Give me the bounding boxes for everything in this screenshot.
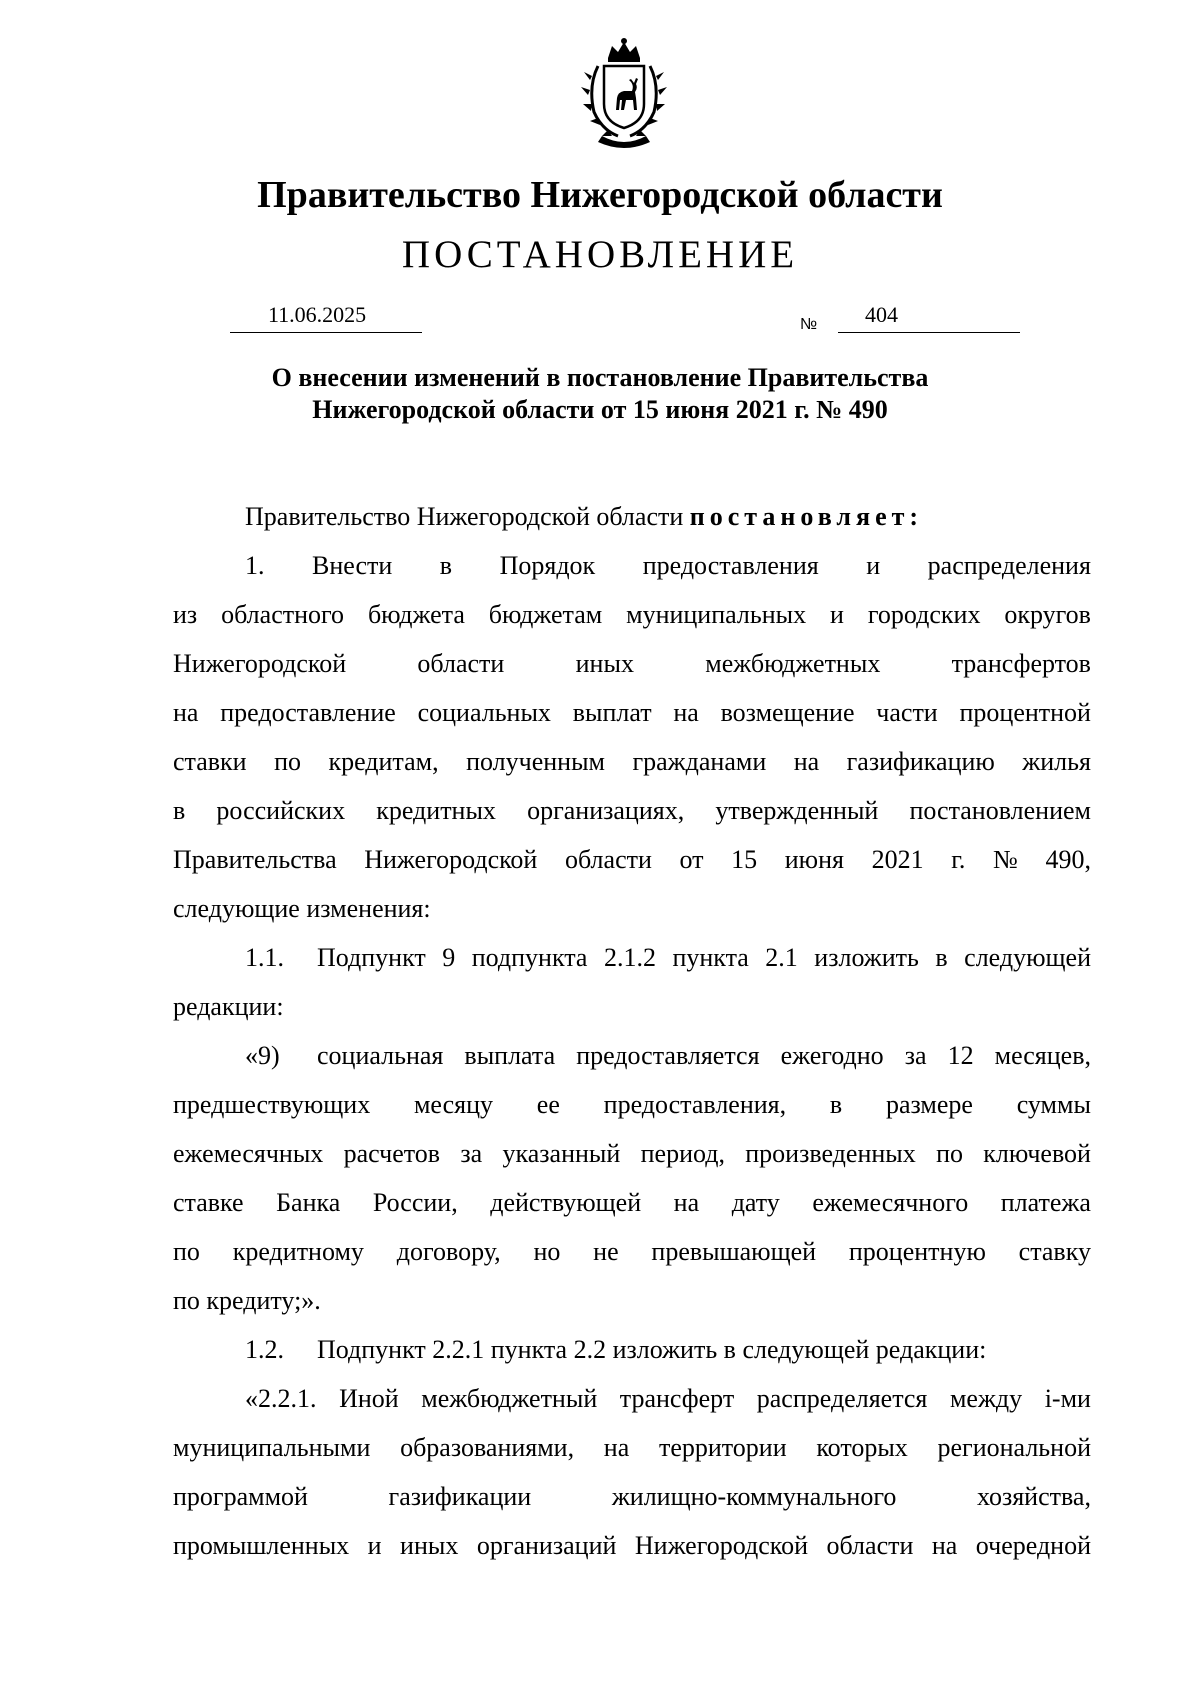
word: межбюджетных — [705, 649, 881, 678]
word: из — [173, 600, 198, 629]
word: размере — [885, 1090, 973, 1119]
word: на — [673, 1188, 700, 1217]
word: ежемесячного — [812, 1188, 969, 1217]
intro-decree-word: постановляет: — [689, 502, 924, 531]
word: утвержденный — [715, 796, 879, 825]
word: ставки — [173, 747, 247, 776]
word: бюджетам — [488, 600, 603, 629]
organization-title: Правительство Нижегородской области — [257, 174, 943, 216]
word: предшествующих — [173, 1090, 371, 1119]
word: платежа — [1000, 1188, 1091, 1217]
word: Банка — [276, 1188, 341, 1217]
paragraph-number: 1.1. — [245, 943, 284, 972]
word: и — [367, 1531, 382, 1560]
word: но — [533, 1237, 561, 1266]
document-subject — [0, 362, 1200, 426]
word: кредитных — [376, 796, 496, 825]
number-sign: № — [800, 316, 818, 333]
word: на — [931, 1531, 958, 1560]
word: предоставления — [642, 551, 819, 580]
word: территории — [658, 1433, 787, 1462]
word: распределяется — [756, 1384, 928, 1413]
word: не — [593, 1237, 619, 1266]
word: период, — [640, 1139, 725, 1168]
word: суммы — [1016, 1090, 1091, 1119]
word: Порядок — [499, 551, 596, 580]
word: по — [173, 1237, 200, 1266]
word: процентную — [848, 1237, 986, 1266]
paragraph-1-line — [173, 737, 1091, 786]
subject-line: Нижегородской области от 15 июня 2021 г. № 490 — [312, 395, 888, 424]
word: полученным — [466, 747, 605, 776]
word: муниципальных — [626, 600, 807, 629]
word: промышленных — [173, 1531, 350, 1560]
word: организаций — [476, 1531, 617, 1560]
paragraph-number: «9) — [245, 1041, 280, 1070]
word: которых — [816, 1433, 908, 1462]
word: ее — [536, 1090, 560, 1119]
word: межбюджетный — [421, 1384, 598, 1413]
word: на — [673, 698, 699, 727]
word: возмещение — [720, 698, 855, 727]
word: дату — [731, 1188, 780, 1217]
word: трансфертов — [951, 649, 1091, 678]
paragraph-2-2-1-line — [173, 1423, 1091, 1472]
word: образованиями, — [400, 1433, 575, 1462]
coat-of-arms-icon — [568, 36, 680, 150]
text-line: социальная выплата предоставляется ежегодно за 12 месяцев, — [317, 1041, 1091, 1070]
word: бюджета — [367, 600, 465, 629]
paragraph-2-2-1-line — [173, 1374, 1091, 1423]
quote-9-line — [173, 1178, 1091, 1227]
word: на — [173, 698, 199, 727]
word: кредитам, — [328, 747, 439, 776]
word: на — [793, 747, 820, 776]
word: в — [173, 796, 186, 825]
word: социальных — [417, 698, 551, 727]
quote-9-line — [173, 1276, 1091, 1325]
word: превышающей — [651, 1237, 817, 1266]
word: распределения — [927, 551, 1091, 580]
word: Правительства — [173, 845, 337, 874]
word: округов — [1004, 600, 1091, 629]
word: организациях, — [527, 796, 685, 825]
word: г. — [951, 845, 966, 874]
word: расчетов — [343, 1139, 441, 1168]
quote-9-line — [173, 1227, 1091, 1276]
word: 15 — [731, 845, 758, 874]
word: ежемесячных — [173, 1139, 324, 1168]
paragraph-2-2-1-line — [173, 1521, 1091, 1570]
word: Нижегородской — [634, 1531, 808, 1560]
paragraph-1-line — [173, 590, 1091, 639]
word: Иной — [339, 1384, 399, 1413]
word: на — [603, 1433, 630, 1462]
paragraph-1-line — [173, 884, 1091, 933]
word: 490, — [1045, 845, 1091, 874]
text-line: следующие изменения: — [173, 894, 431, 923]
word: ставку — [1018, 1237, 1091, 1266]
word: городских — [867, 600, 981, 629]
word: Внести — [312, 551, 393, 580]
word: процентной — [959, 698, 1091, 727]
word: области — [826, 1531, 914, 1560]
word: и — [866, 551, 881, 580]
subject-line: О внесении изменений в постановление Правительства — [271, 363, 929, 392]
quote-9-line — [173, 1031, 1091, 1080]
word: предоставление — [220, 698, 396, 727]
word: российских — [216, 796, 346, 825]
paragraph-1-line — [173, 688, 1091, 737]
paragraph-1-1-line — [173, 933, 1091, 982]
intro-paragraph — [173, 492, 1091, 541]
word: жилищно-коммунального — [611, 1482, 897, 1511]
word: в — [439, 551, 453, 580]
quote-9-line — [173, 1129, 1091, 1178]
word: России, — [372, 1188, 458, 1217]
word: произведенных — [745, 1139, 916, 1168]
word: Нижегородской — [364, 845, 538, 874]
word: гражданами — [632, 747, 767, 776]
word: области — [564, 845, 652, 874]
paragraph-1-1-line — [173, 982, 1091, 1031]
word: части — [876, 698, 938, 727]
word: 2021 — [871, 845, 924, 874]
word: программой — [173, 1482, 308, 1511]
text-line: по кредиту;». — [173, 1286, 321, 1315]
document-date: 11.06.2025 — [268, 302, 367, 327]
document-date-field — [230, 300, 422, 333]
word: по — [274, 747, 301, 776]
word: договору, — [396, 1237, 501, 1266]
word: Нижегородской — [173, 649, 347, 678]
word: трансферт — [619, 1384, 735, 1413]
paragraph-1-line — [173, 639, 1091, 688]
word: и — [830, 600, 844, 629]
document-number: 404 — [865, 302, 898, 327]
word: области — [417, 649, 505, 678]
word: иных — [400, 1531, 459, 1560]
word: иных — [575, 649, 634, 678]
word: по — [936, 1139, 963, 1168]
word: выплат — [572, 698, 652, 727]
word: областного — [221, 600, 345, 629]
word: месяцу — [413, 1090, 494, 1119]
word: предоставления, — [603, 1090, 787, 1119]
word: «2.2.1. — [245, 1384, 317, 1413]
document-body — [173, 492, 1091, 1570]
document-number-field — [838, 300, 1020, 333]
intro-text: Правительство Нижегородской области — [245, 502, 690, 531]
paragraph-1-line — [173, 541, 1091, 590]
word: № — [993, 845, 1018, 874]
word: i-ми — [1044, 1384, 1091, 1413]
word: за — [460, 1139, 483, 1168]
paragraph-number: 1.2. — [245, 1335, 284, 1364]
text-line: редакции: — [173, 992, 284, 1021]
text-line: Подпункт 9 подпункта 2.1.2 пункта 2.1 изложить в следующей — [317, 943, 1091, 972]
paragraph-1-line — [173, 786, 1091, 835]
word: постановлением — [909, 796, 1091, 825]
word: действующей — [490, 1188, 642, 1217]
word: от — [679, 845, 704, 874]
word: указанный — [502, 1139, 621, 1168]
word: в — [829, 1090, 843, 1119]
text-line: Подпункт 2.2.1 пункта 2.2 изложить в следующей редакции: — [317, 1335, 987, 1364]
word: региональной — [937, 1433, 1091, 1462]
word: газификацию — [846, 747, 995, 776]
quote-9-line — [173, 1080, 1091, 1129]
word: муниципальными — [173, 1433, 371, 1462]
word: жилья — [1022, 747, 1091, 776]
word: ключевой — [983, 1139, 1091, 1168]
paragraph-number: 1. — [245, 551, 265, 580]
word: хозяйства, — [976, 1482, 1091, 1511]
paragraph-1-2-line — [173, 1325, 1091, 1374]
word: между — [949, 1384, 1023, 1413]
paragraph-2-2-1-line — [173, 1472, 1091, 1521]
word: газификации — [388, 1482, 532, 1511]
word: июня — [784, 845, 844, 874]
word: очередной — [975, 1531, 1091, 1560]
paragraph-1-line — [173, 835, 1091, 884]
document-type-title: ПОСТАНОВЛЕНИЕ — [401, 233, 799, 276]
word: кредитному — [232, 1237, 364, 1266]
word: ставке — [173, 1188, 244, 1217]
